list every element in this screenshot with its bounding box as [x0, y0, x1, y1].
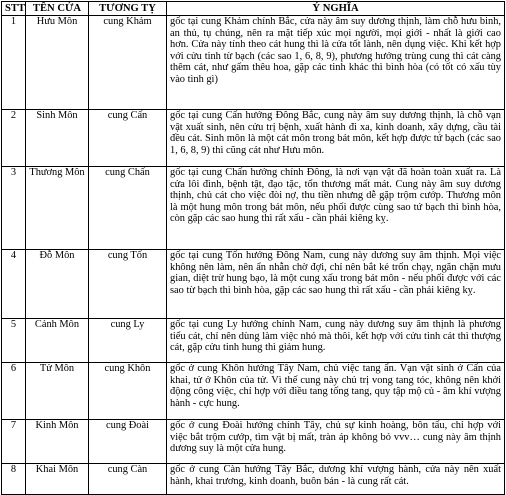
table-row: [2, 319, 505, 363]
row-ty: cung Tốn: [89, 250, 167, 319]
row-stt: 8: [2, 464, 26, 495]
row-ty: cung Khôn: [89, 363, 167, 420]
row-ty: cung Cấn: [89, 110, 167, 167]
row-stt: 2: [2, 110, 26, 167]
doors-table: [1, 1, 505, 495]
row-meaning: gốc tại cung Khảm chính Bắc, cửa này âm suy dương thịnh, làm chỗ hưu binh, an thủ, tụ chúng, nên ra mặt tiếp xúc mọi người, mọi giới - nhất là giới cao hơn. Cửa này tính theo cát hung thì là cửa tốt lành, nên dụng việc. Khi kết hợp với cửu tinh từ bạch (các sao 1, 6, 8, 9), phương hướng trùng cung thì cát càng thêm cát, như gấm thêu hoa, gặp các tinh khác thì bình hòa (có tốt có xấu tùy vào tình gì): [167, 16, 505, 110]
row-ty: cung Đoài: [89, 420, 167, 464]
row-meaning: gốc ở cung Khôn hướng Tây Nam, chủ việc tang ẩn. Vạn vật sinh ở Cấn của khai, tử ở Khôn của tử. Vì thế cung này chủ trị vong tang tóc, không nên khởi động công việc, chỉ hợp với điều tang tống tang, quy tập mộ củ - âm khí vượng hành - cực hung.: [167, 363, 505, 420]
row-meaning: gốc tại cung Tốn hướng Đông Nam, cung này dương suy âm thịnh. Mọi việc không nên làm, nên ẩn nhẫn chờ đợi, chỉ nên bắt kẻ trốn chạy, ngăn chặn mưu gian, diệt trừ hung bạo, là một cung xấu trong bát môn - nếu phối được với các sao từ bạch thì bình hòa, gặp các sao hung thì rất xấu - cần phải kiêng kỵ.: [167, 250, 505, 319]
row-name: Sinh Môn: [26, 110, 89, 167]
header-meaning: Ý NGHĨA: [167, 2, 505, 16]
row-ty: cung Chấn: [89, 167, 167, 250]
table-row: [2, 250, 505, 319]
row-meaning: gốc tại cung Cấn hướng Đông Bắc, cung này âm suy dương thịnh, là chỗ vạn vật xuất sinh, nên cửu trị bệnh, xuất hành đi xa, kinh doanh, xây dựng, cầu tài đều cát. Sinh môn là một cát môn trong bát môn, kết hợp được tứ bạch (các sao 1, 6, 8, 9) thì cũng cát như Hưu môn.: [167, 110, 505, 167]
table-row: [2, 110, 505, 167]
row-name: Cảnh Môn: [26, 319, 89, 363]
row-meaning: gốc ở cung Càn hướng Tây Bắc, dương khí vượng hành, cửa này nên xuất hành, khai trương, kinh doanh, buôn bán - là cung rất cát.: [167, 464, 505, 495]
header-row: [2, 2, 505, 16]
header-name: TÊN CỬA: [26, 2, 89, 16]
row-stt: 7: [2, 420, 26, 464]
row-ty: cung Càn: [89, 464, 167, 495]
header-ty: TƯƠNG TỴ: [89, 2, 167, 16]
table-row: [2, 420, 505, 464]
row-stt: 6: [2, 363, 26, 420]
header-stt: STT: [2, 2, 26, 16]
row-name: Khai Môn: [26, 464, 89, 495]
row-stt: 3: [2, 167, 26, 250]
row-stt: 5: [2, 319, 26, 363]
row-stt: 4: [2, 250, 26, 319]
row-name: Thương Môn: [26, 167, 89, 250]
row-meaning: gốc ở cung Đoài hướng chính Tây, chủ sự kinh hoàng, bôn tẩu, chỉ hợp với việc bắt trộm cướp, tìm vật bị mất, tràn áp không bỏ vvv… cung này âm thịnh dương suy là một cửa hung.: [167, 420, 505, 464]
table-row: [2, 167, 505, 250]
table-row: [2, 464, 505, 495]
row-name: Kinh Môn: [26, 420, 89, 464]
row-meaning: gốc tại cung Chấn hướng chính Đông, là nơi vạn vật đã hoàn toàn xuất ra. Là cửa lôi đình, bệnh tật, đạo tặc, tổn thương mất mát. Cung này âm suy dương thịnh, chủ cát cho việc đòi nợ, thu tiền nhưng dễ gặp trộm cướp. Thương môn là một hung môn trong bát môn, nếu phối được cùng sao tứ bạch thì bình hòa, còn gặp các sao hung thì rất xấu - cần phải kiêng kỵ.: [167, 167, 505, 250]
row-name: Hưu Môn: [26, 16, 89, 110]
row-name: Tử Môn: [26, 363, 89, 420]
row-ty: cung Ly: [89, 319, 167, 363]
row-stt: 1: [2, 16, 26, 110]
row-meaning: gốc tại cung Ly hướng chính Nam, cung này dương suy âm thịnh là phương tiểu cát, chỉ nên dùng làm việc nhỏ mà thôi, kết hợp với cửu tinh cát thì thượng cát, gặp cửu tinh hung thì giảm hung.: [167, 319, 505, 363]
table-row: [2, 16, 505, 110]
table-row: [2, 363, 505, 420]
row-ty: cung Khảm: [89, 16, 167, 110]
row-name: Đỗ Môn: [26, 250, 89, 319]
